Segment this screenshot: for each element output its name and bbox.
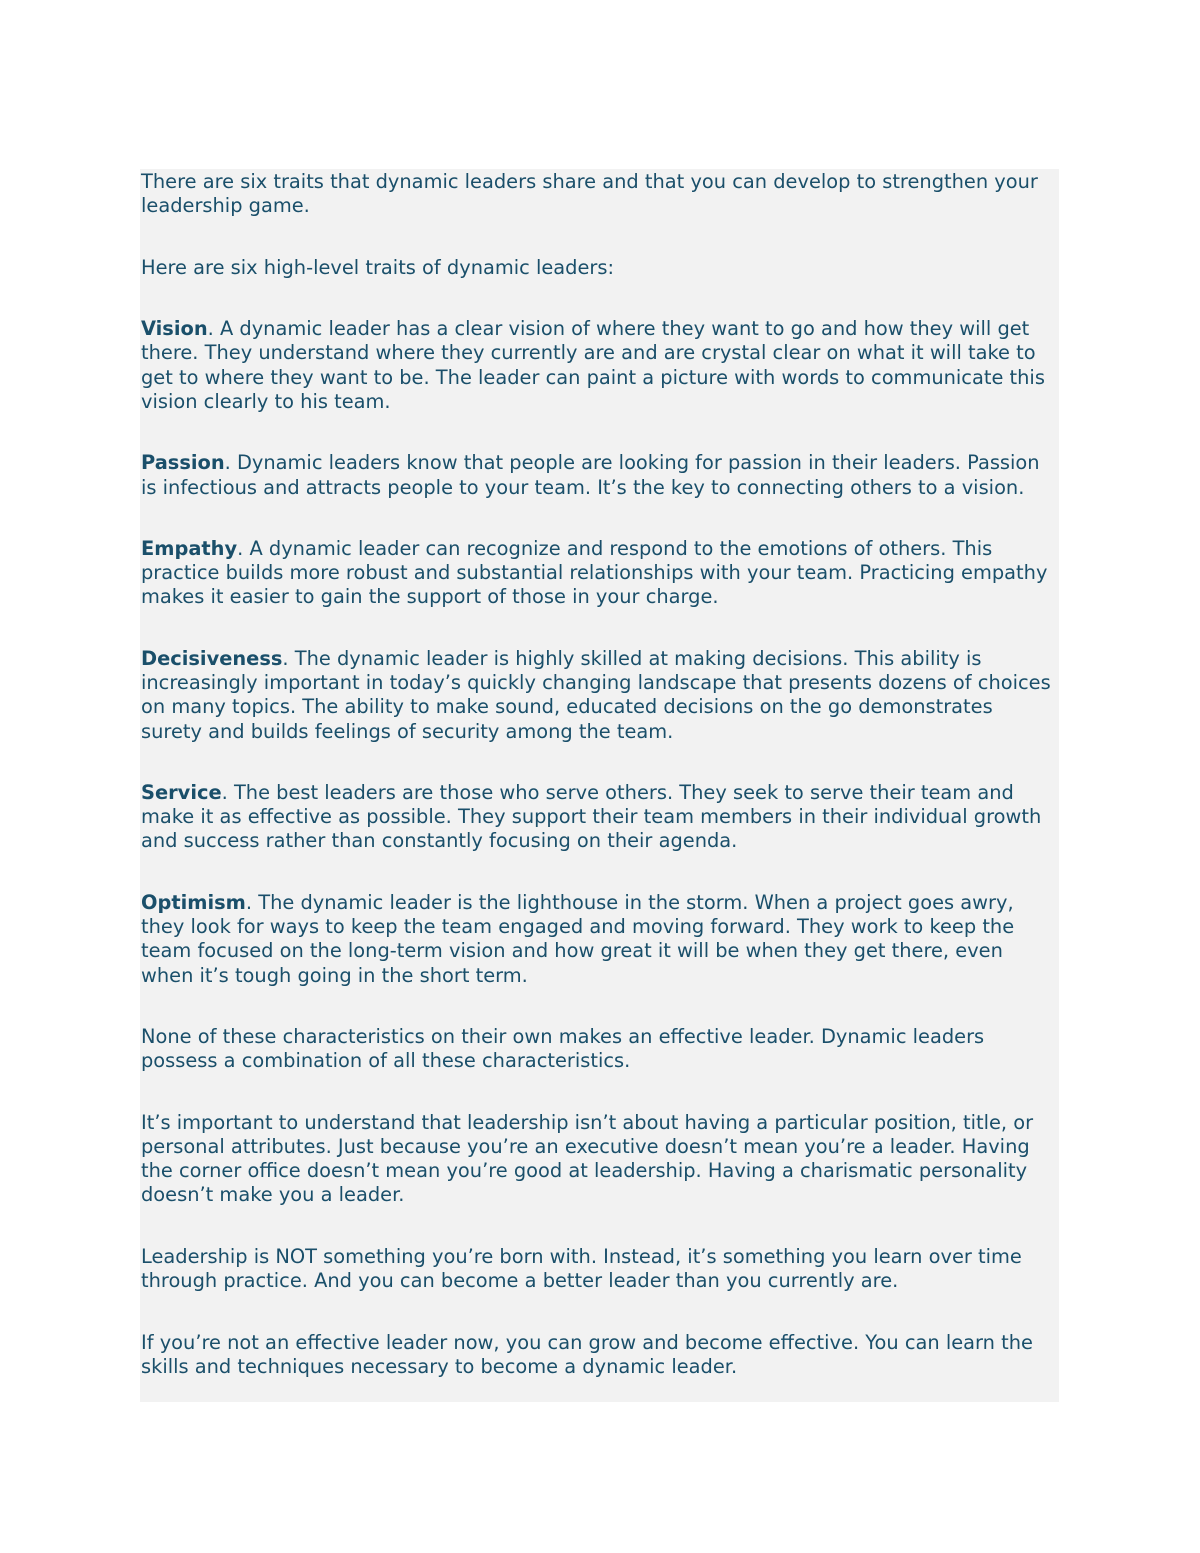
- trait-paragraph-optimism: [141, 891, 1059, 988]
- trait-term: Decisiveness: [141, 646, 283, 670]
- trait-term: Vision: [141, 317, 208, 341]
- trait-description: . The best leaders are those who serve others. They seek to serve their team and make it as effective as possible. They support their team members in their individual growth and success rather than constantly focusing on their agenda.: [141, 781, 1042, 853]
- trait-description: . A dynamic leader can recognize and respond to the emotions of others. This practice builds more robust and substantial relationships with your team. Practicing empathy makes it easier to gain the support of those in your charge.: [141, 537, 1048, 609]
- document-text-block: [140, 169, 1059, 1402]
- trait-description: . The dynamic leader is the lighthouse in the storm. When a project goes awry, they look for ways to keep the team engaged and moving forward. They work to keep the team focused on the long-term vision and how great it will be when they get there, even when it’s tough going in the short term.: [141, 890, 1015, 987]
- intro-paragraph: There are six traits that dynamic leaders share and that you can develop to strengthen your leadership game.: [141, 170, 1038, 218]
- trait-term: Empathy: [141, 537, 238, 561]
- trait-paragraph-decisiveness: [141, 647, 1059, 744]
- trait-term: Passion: [141, 451, 225, 475]
- trait-description: . A dynamic leader has a clear vision of where they want to go and how they will get there. They understand where they currently are and are crystal clear on what it will take to get to where they want to be. The leader can paint a picture with words to communicate this vision clearly to his team.: [141, 317, 1045, 413]
- trait-paragraph-vision: [141, 317, 1059, 414]
- trait-description: . Dynamic leaders know that people are looking for passion in their leaders. Passion is infectious and attracts people to your team. It’s the key to connecting others to a vision.: [141, 451, 1040, 499]
- closing-paragraph: None of these characteristics on their own makes an effective leader. Dynamic leaders possess a combination of all these characteristics.: [141, 1025, 985, 1073]
- trait-term: Optimism: [141, 890, 246, 914]
- closing-paragraph: Leadership is NOT something you’re born with. Instead, it’s something you learn over time through practice. And you can become a better leader than you currently are.: [141, 1244, 1022, 1293]
- closing-paragraph: If you’re not an effective leader now, you can grow and become effective. You can learn the skills and techniques necessary to become a dynamic leader.: [141, 1330, 1033, 1378]
- trait-description: . The dynamic leader is highly skilled at making decisions. This ability is increasingly important in today’s quickly changing landscape that presents dozens of choices on many topics. The ability to make sound, educated decisions on the go demonstrates surety and builds feelings of security among the team.: [141, 646, 1051, 743]
- trait-paragraph-passion: [141, 451, 1059, 499]
- closing-paragraph: It’s important to understand that leadership isn’t about having a particular position, title, or personal attributes. Just because you’re an executive doesn’t mean you’re a leader. Having the corner office doesn’t mean you’re good at leadership. Having a charismatic personality doesn’t make you a leader.: [141, 1110, 1034, 1207]
- lead-in-paragraph: Here are six high-level traits of dynamic leaders:: [141, 255, 615, 279]
- trait-paragraph-service: [141, 781, 1059, 854]
- trait-term: Service: [141, 781, 222, 805]
- trait-paragraph-empathy: [141, 537, 1059, 610]
